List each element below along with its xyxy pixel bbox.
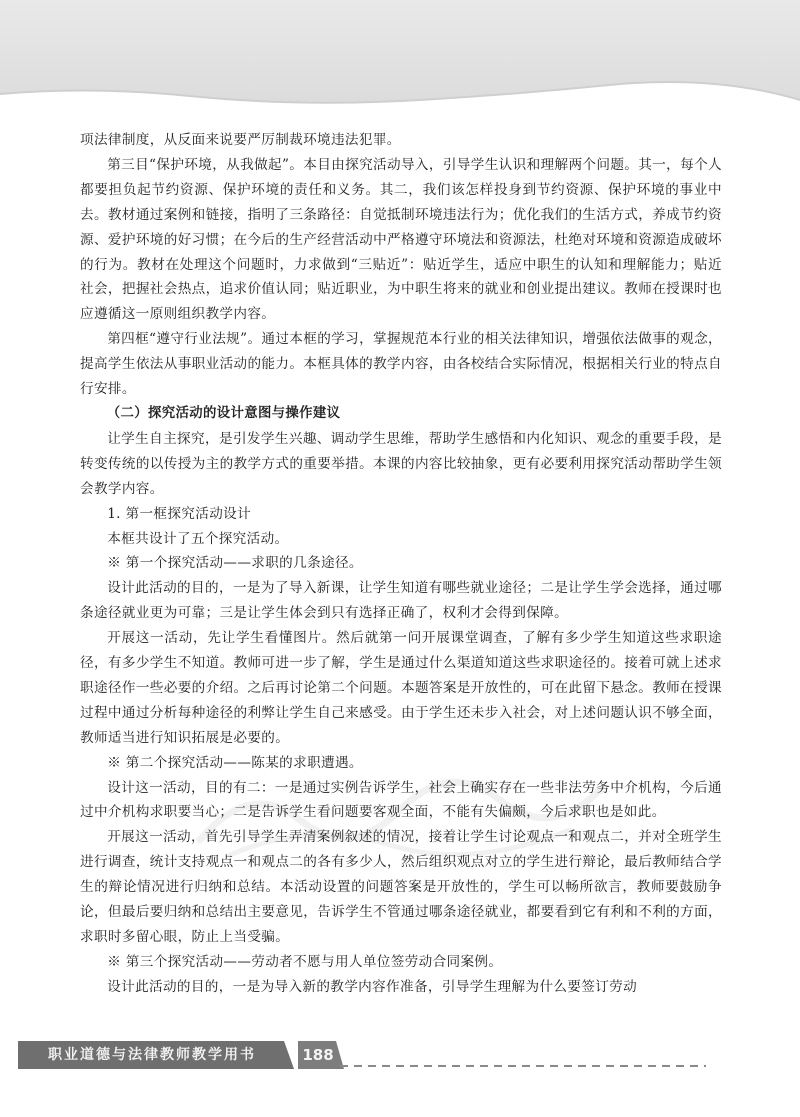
paragraph: 开展这一活动，首先引导学生弄清案例叙述的情况，接着让学生讨论观点一和观点二，并对全班学生进行调查，统计支持观点一和观点二的各有多少人，然后组织观点对立的学生进行辩论，最后教师结合学生的辩论情况进行归纳和总结。本活动设置的问题答案是开放性的，学生可以畅所欲言，教师要鼓励争论，但最后要归纳和总结出主要意见，告诉学生不管通过哪条途径就业，都要看到它有利和不利的方面，求职时多留心眼，防止上当受骗。 bbox=[80, 829, 722, 945]
section-heading: （二）探究活动的设计意图与操作建议 bbox=[106, 405, 341, 421]
paragraph: 设计此活动的目的，一是为导入新的教学内容作准备，引导学生理解为什么要签订劳动 bbox=[107, 978, 638, 995]
page-number: 188 bbox=[302, 1046, 334, 1064]
activity-title: ※ 第三个探究活动——劳动者不愿与用人单位签劳动合同案例。 bbox=[107, 953, 503, 970]
paragraph: 设计此活动的目的，一是为了导入新课，让学生知道有哪些就业途径；二是让学生学会选择，通过哪条途径就业更为可靠；三是让学生体会到只有选择正确了，权利才会得到保障。 bbox=[80, 580, 722, 622]
paragraph: 项法律制度，从反面来说要严厉制裁环境违法犯罪。 bbox=[80, 132, 401, 148]
paragraph: 第三目“保护环境，从我做起”。本目由探究活动导入，引导学生认识和理解两个问题。其一，每个人都要担负起节约资源、保护环境的责任和义务。其二，我们该怎样投身到节约资源、保护环境的事业中去。教材通过案例和链接，指明了三条路径：自觉抵制环境违法行为；优化我们的生活方式，养成节约资源、爱护环境的好习惯；在今后的生产经营活动中严格遵守环境法和资源法，杜绝对环境和资源造成破坏的行为。教材在处理这个问题时，力求做到“三贴近”：贴近学生，适应中职生的认知和理解能力；贴近社会，把握社会热点，追求价值认同；贴近职业，为中职生将来的就业和创业提出建议。教师在授课时也应遵循这一原则组织教学内容。 bbox=[80, 156, 722, 323]
activity-title: ※ 第一个探究活动——求职的几条途径。 bbox=[107, 555, 363, 572]
subsection-heading: 1. 第一框探究活动设计 bbox=[107, 505, 252, 522]
watermark bbox=[190, 760, 610, 870]
paragraph: 开展这一活动，先让学生看懂图片。然后就第一问开展课堂调查，了解有多少学生知道这些求职途径，有多少学生不知道。教师可进一步了解，学生是通过什么渠道知道这些求职途径的。接着可就上述求职途径作一些必要的介绍。之后再讨论第二个问题。本题答案是开放性的，可在此留下悬念。教师在授课过程中通过分析每种途径的利弊让学生自己来感受。由于学生还未步入社会，对上述问题认识不够全面，教师适当进行知识拓展是必要的。 bbox=[80, 630, 722, 746]
paragraph: 设计这一活动，目的有二：一是通过实例告诉学生，社会上确实存在一些非法劳务中介机构，今后通过中介机构求职要当心；二是告诉学生看问题要客观全面，不能有失偏颇，今后求职也是如此。 bbox=[80, 779, 722, 821]
paragraph: 让学生自主探究，是引发学生兴趣、调动学生思维，帮助学生感悟和内化知识、观念的重要手段，是转变传统的以传授为主的教学方式的重要举措。本课的内容比较抽象，更有必要利用探究活动帮助学生领会教学内容。 bbox=[80, 430, 722, 497]
header-decoration bbox=[0, 0, 800, 130]
activity-title: ※ 第二个探究活动——陈某的求职遭遇。 bbox=[107, 754, 363, 771]
paragraph: 第四框“遵守行业法规”。通过本框的学习，掌握规范本行业的相关法律知识，增强依法做事的观念，提高学生依法从事职业活动的能力。本框具体的教学内容，由各校结合实际情况，根据相关行业的特点自行安排。 bbox=[80, 331, 722, 398]
paragraph: 本框共设计了五个探究活动。 bbox=[107, 530, 289, 547]
book-title: 职业道德与法律教师教学用书 bbox=[48, 1047, 256, 1063]
